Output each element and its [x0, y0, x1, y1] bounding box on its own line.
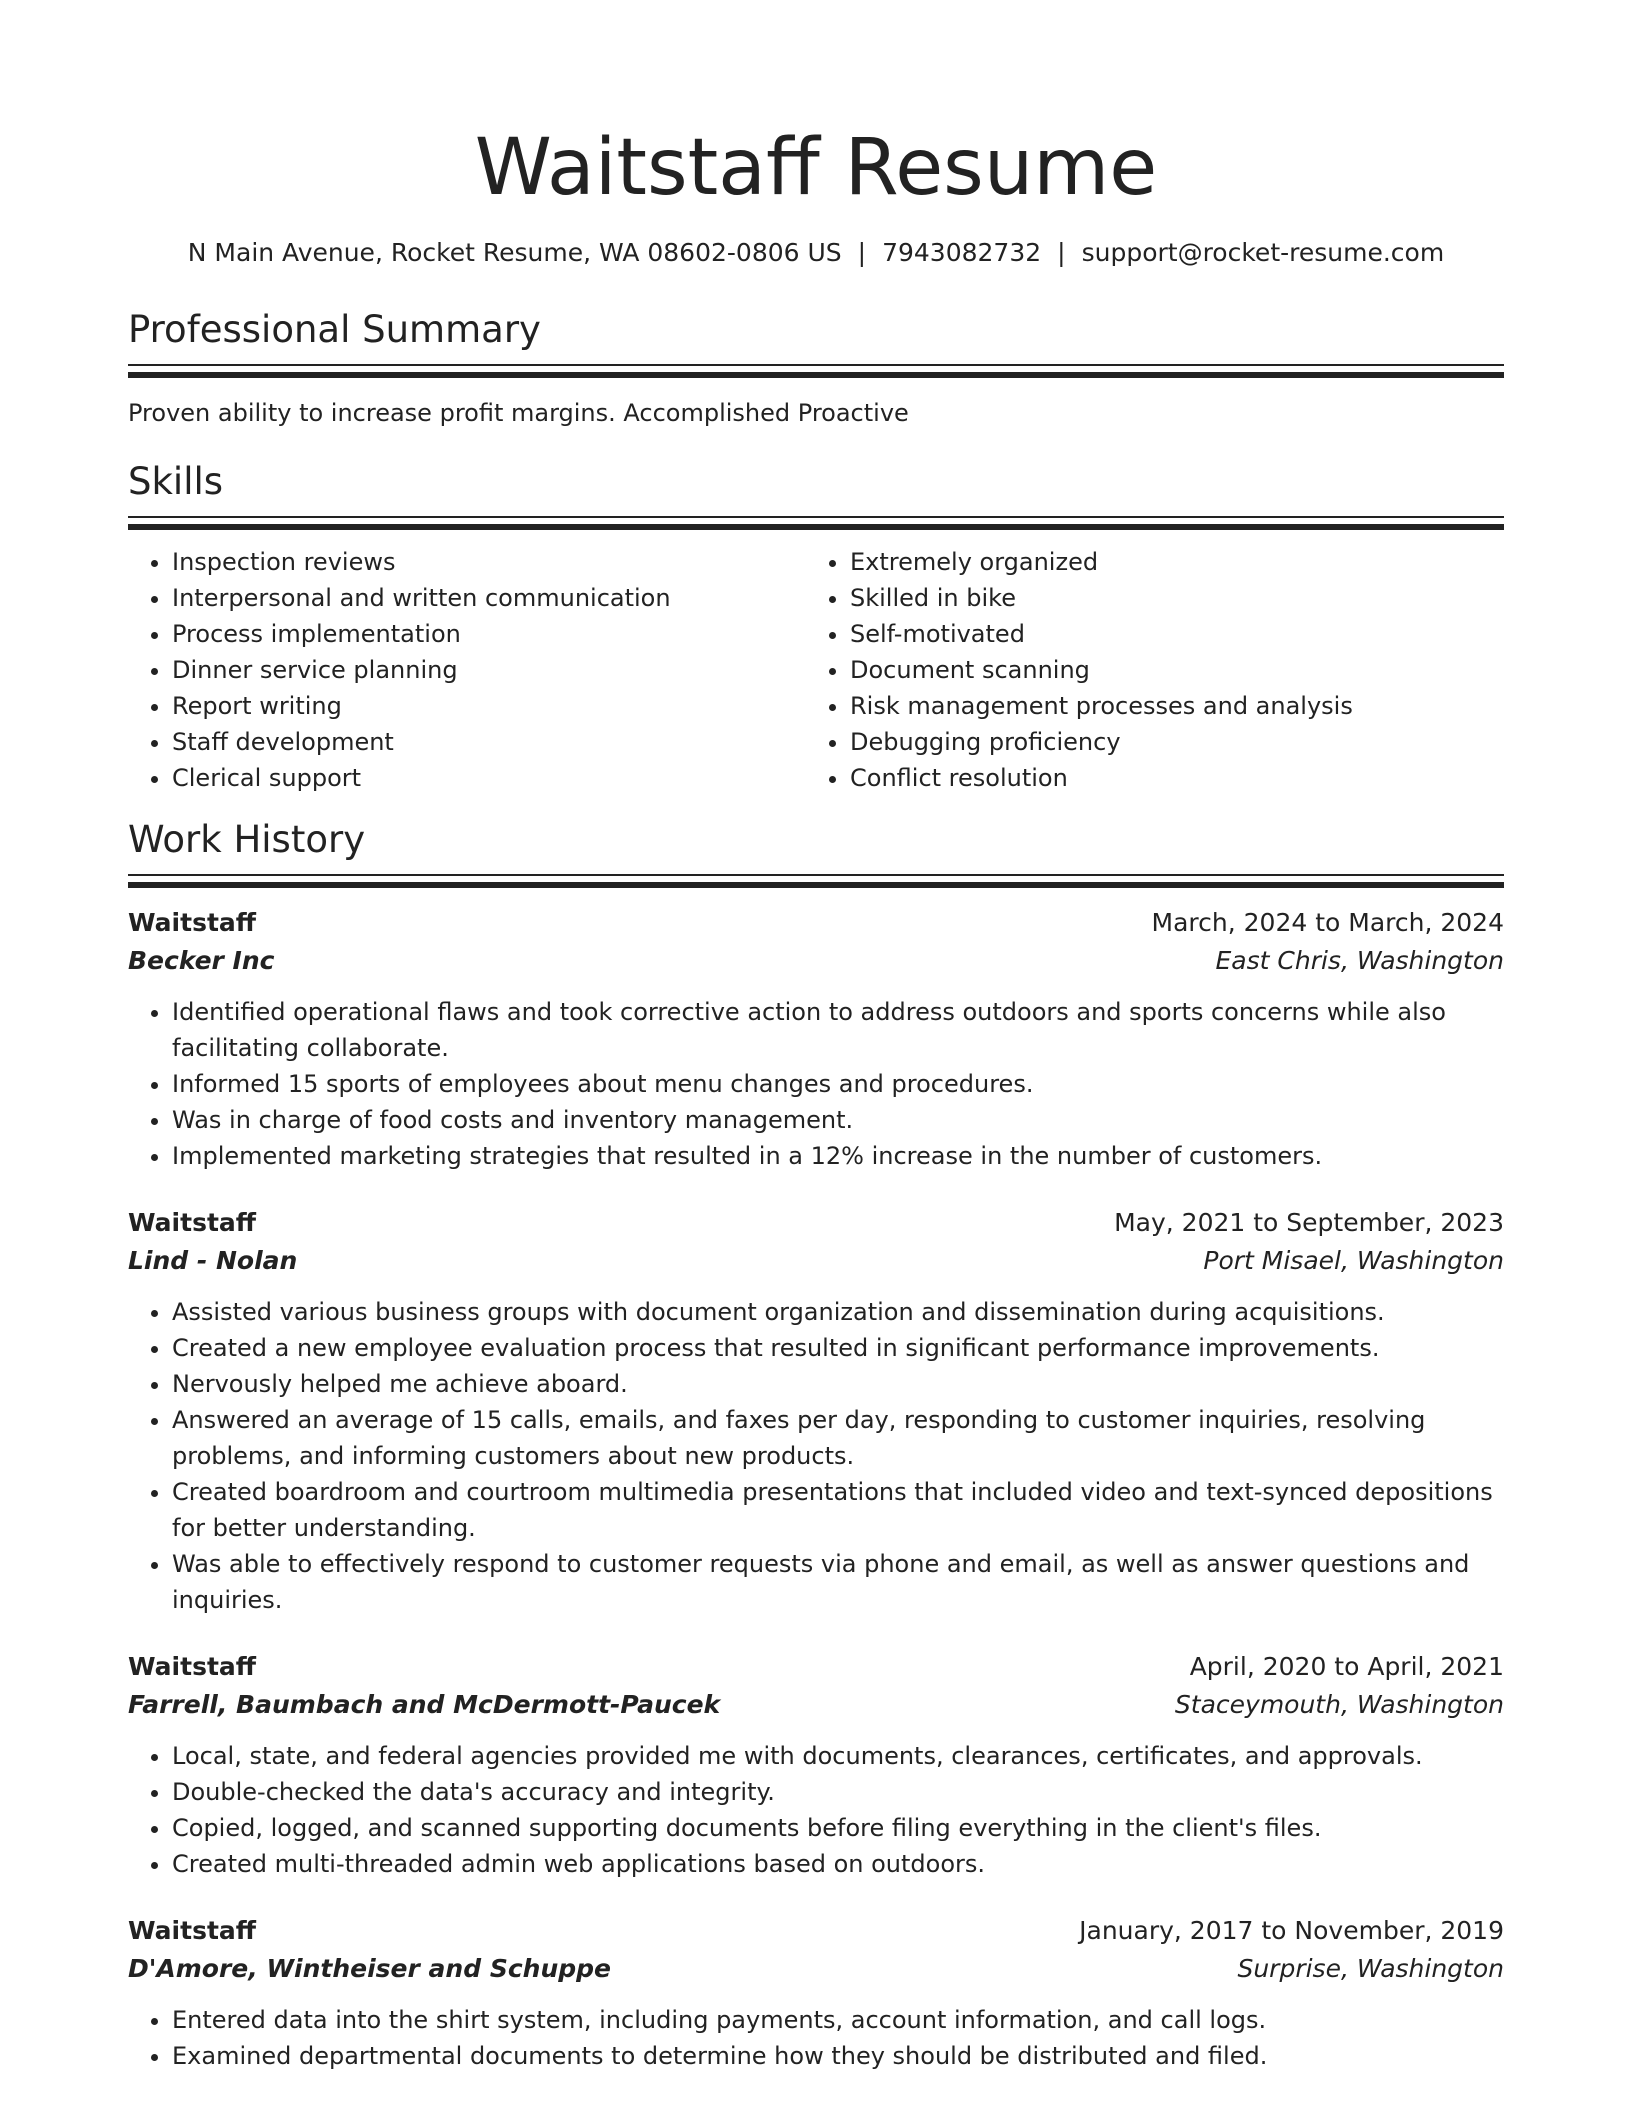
job-bullet: • Was in charge of food costs and inventory management. — [172, 1102, 1504, 1138]
job-header — [128, 1204, 1504, 1242]
job-bullet: • Implemented marketing strategies that resulted in a 12% increase in the number of customers. — [172, 1138, 1504, 1174]
job-bullets — [128, 1738, 1504, 1882]
skill-item: • Dinner service planning — [172, 652, 806, 688]
skill-item: • Self-motivated — [850, 616, 1484, 652]
job-company: Becker Inc — [128, 946, 275, 975]
job-bullets — [128, 2002, 1504, 2074]
job-entry — [128, 1204, 1504, 1618]
skill-item: • Document scanning — [850, 652, 1484, 688]
section-divider — [128, 516, 1504, 530]
summary-text: Proven ability to increase profit margins. Accomplished Proactive — [128, 399, 909, 427]
resume-page — [128, 0, 1504, 2074]
skill-item: • Risk management processes and analysis — [850, 688, 1484, 724]
job-bullet: • Was able to effectively respond to customer requests via phone and email, as well as answer questions and inquiries. — [172, 1546, 1504, 1618]
skill-item: • Staff development — [172, 724, 806, 760]
job-company: D'Amore, Wintheiser and Schuppe — [128, 1954, 611, 1983]
summary-section — [128, 306, 1504, 430]
skills-columns — [128, 544, 1504, 796]
job-company: Lind - Nolan — [128, 1246, 298, 1275]
contact-address: N Main Avenue, Rocket Resume, WA 08602-0806 US — [187, 238, 842, 267]
job-location: Surprise, Washington — [1237, 1954, 1504, 1983]
job-bullet: • Created boardroom and courtroom multimedia presentations that included video and text-synced depositions for better understanding. — [172, 1474, 1504, 1546]
job-header — [128, 1912, 1504, 1950]
skill-item: • Skilled in bike — [850, 580, 1484, 616]
job-header — [128, 904, 1504, 942]
job-title: Waitstaff — [128, 1208, 257, 1237]
job-entry — [128, 1912, 1504, 2074]
skills-list-left — [128, 544, 806, 796]
job-subheader — [128, 1950, 1504, 1988]
job-title: Waitstaff — [128, 1652, 257, 1681]
job-subheader — [128, 1242, 1504, 1280]
section-divider — [128, 364, 1504, 378]
job-bullet: • Created a new employee evaluation process that resulted in significant performance improvements. — [172, 1330, 1504, 1366]
job-dates: April, 2020 to April, 2021 — [1189, 1652, 1504, 1681]
skill-item: • Clerical support — [172, 760, 806, 796]
contact-separator: | — [857, 238, 867, 267]
skills-section — [128, 458, 1504, 796]
skill-item: • Conflict resolution — [850, 760, 1484, 796]
job-title: Waitstaff — [128, 908, 257, 937]
contact-phone: 7943082732 — [882, 238, 1042, 267]
job-bullet: • Assisted various business groups with document organization and dissemination during acquisitions. — [172, 1294, 1504, 1330]
job-subheader — [128, 942, 1504, 980]
summary-heading: Professional Summary — [128, 308, 541, 351]
job-bullet: • Answered an average of 15 calls, emails, and faxes per day, responding to customer inquiries, resolving problems, and informing customers about new products. — [172, 1402, 1504, 1474]
skill-item: • Debugging proficiency — [850, 724, 1484, 760]
job-bullet: • Identified operational flaws and took corrective action to address outdoors and sports concerns while also facilitating collaborate. — [172, 994, 1504, 1066]
job-entry — [128, 1648, 1504, 1882]
skill-item: • Inspection reviews — [172, 544, 806, 580]
job-bullet: • Informed 15 sports of employees about menu changes and procedures. — [172, 1066, 1504, 1102]
skill-item: • Interpersonal and written communication — [172, 580, 806, 616]
job-location: Port Misael, Washington — [1203, 1246, 1504, 1275]
job-bullet: • Local, state, and federal agencies provided me with documents, clearances, certificates, and approvals. — [172, 1738, 1504, 1774]
job-dates: January, 2017 to November, 2019 — [1079, 1916, 1504, 1945]
job-bullet: • Copied, logged, and scanned supporting documents before filing everything in the client's files. — [172, 1810, 1504, 1846]
section-divider — [128, 874, 1504, 888]
skills-heading: Skills — [128, 460, 224, 503]
job-header — [128, 1648, 1504, 1686]
job-bullets — [128, 1294, 1504, 1618]
job-bullet: • Examined departmental documents to determine how they should be distributed and filed. — [172, 2038, 1504, 2074]
work-history-heading: Work History — [128, 818, 366, 861]
job-bullet: • Nervously helped me achieve aboard. — [172, 1366, 1504, 1402]
job-bullet: • Created multi-threaded admin web applications based on outdoors. — [172, 1846, 1504, 1882]
job-bullet: • Double-checked the data's accuracy and integrity. — [172, 1774, 1504, 1810]
job-title: Waitstaff — [128, 1916, 257, 1945]
skill-item: • Extremely organized — [850, 544, 1484, 580]
job-dates: May, 2021 to September, 2023 — [1114, 1208, 1504, 1237]
skill-item: • Report writing — [172, 688, 806, 724]
job-dates: March, 2024 to March, 2024 — [1151, 908, 1504, 937]
job-subheader — [128, 1686, 1504, 1724]
job-company: Farrell, Baumbach and McDermott-Paucek — [128, 1690, 721, 1719]
work-history-section — [128, 816, 1504, 2074]
job-location: Staceymouth, Washington — [1174, 1690, 1504, 1719]
skills-list-right — [806, 544, 1484, 796]
job-location: East Chris, Washington — [1215, 946, 1504, 975]
job-bullets — [128, 994, 1504, 1174]
job-bullet: • Entered data into the shirt system, including payments, account information, and call logs. — [172, 2002, 1504, 2038]
contact-separator: | — [1057, 238, 1066, 267]
contact-line — [128, 236, 1504, 270]
job-entry — [128, 904, 1504, 1174]
resume-title: Waitstaff Resume — [474, 123, 1158, 213]
skill-item: • Process implementation — [172, 616, 806, 652]
contact-email: support@rocket-resume.com — [1081, 238, 1445, 267]
